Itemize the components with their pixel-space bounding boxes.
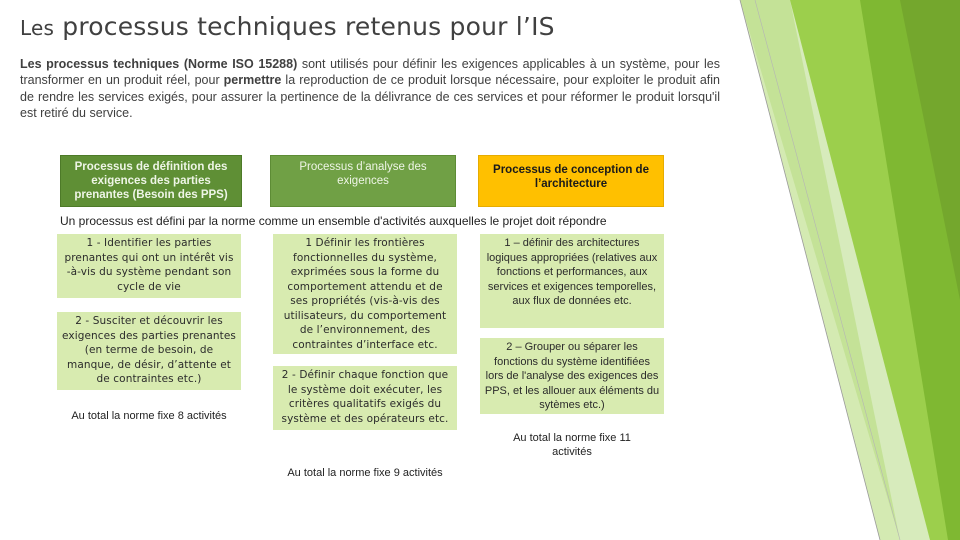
col2-total: Au total la norme fixe 9 activités xyxy=(287,467,443,479)
col1-activity-1: 1 - Identifier les parties prenantes qui ont un intérêt vis -à-vis du système pendant son cycle de vie xyxy=(57,234,241,298)
col3-activity-2: 2 – Grouper ou séparer les fonctions du système identifiées lors de l'analyse des exigences des PPS, et les allouer aux éléments du sytèmes etc.) xyxy=(480,338,664,414)
process-definition: Un processus est défini par la norme comme un ensemble d'activités auxquelles le projet doit répondre xyxy=(60,214,607,228)
slide-title xyxy=(20,12,555,41)
intro-norm: (Norme ISO 15288) xyxy=(179,57,298,71)
intro-term: Les processus techniques xyxy=(20,57,180,71)
title-first-word: Les xyxy=(20,16,55,40)
intro-text-2: la reproduction de ce produit lorsque nécessaire, pour exploiter le produit afin de rendre les services exigés, pour assurer la pertinence de la délivrance de ces services et pour réformer le produit lorsqu'il est retiré du service. xyxy=(20,73,720,121)
col1-total: Au total la norme fixe 8 activités xyxy=(71,410,227,422)
col1-activity-2: 2 - Susciter et découvrir les exigences des parties prenantes (en terme de besoin, de manque, de désir, d’attente et de contraintes etc.) xyxy=(57,312,241,390)
col2-activity-1: 1 Définir les frontières fonctionnelles du système, exprimées sous la forme du comportement attendu et de ses propriétés (vis-à-vis des utilisateurs, du comportement de l’environnement, des contraintes d’interface etc. xyxy=(273,234,457,354)
col3-activity-1: 1 – définir des architectures logiques appropriées (relatives aux fonctions et performances, aux services et exigences temporelles, aux flux de données etc. xyxy=(480,234,664,328)
col2-activity-2: 2 - Définir chaque fonction que le système doit exécuter, les critères qualitatifs exigés du système et des opérateurs etc. xyxy=(273,366,457,430)
intro-emphasis: permettre xyxy=(223,73,282,88)
header-stakeholder-requirements: Processus de définition des exigences des parties prenantes (Besoin des PPS) xyxy=(60,155,242,207)
header-requirements-analysis: Processus d’analyse des exigences xyxy=(270,155,456,207)
intro-paragraph xyxy=(20,56,720,122)
header-architecture-design: Processus de conception de l’architecture xyxy=(478,155,664,207)
col3-total: Au total la norme fixe 11 activités xyxy=(513,432,631,458)
title-rest: processus techniques retenus pour l’IS xyxy=(54,12,555,41)
intro-text-1: sont utilisés pour définir les exigences applicables à un système, pour les transformer en un produit réel, pour xyxy=(20,57,720,88)
